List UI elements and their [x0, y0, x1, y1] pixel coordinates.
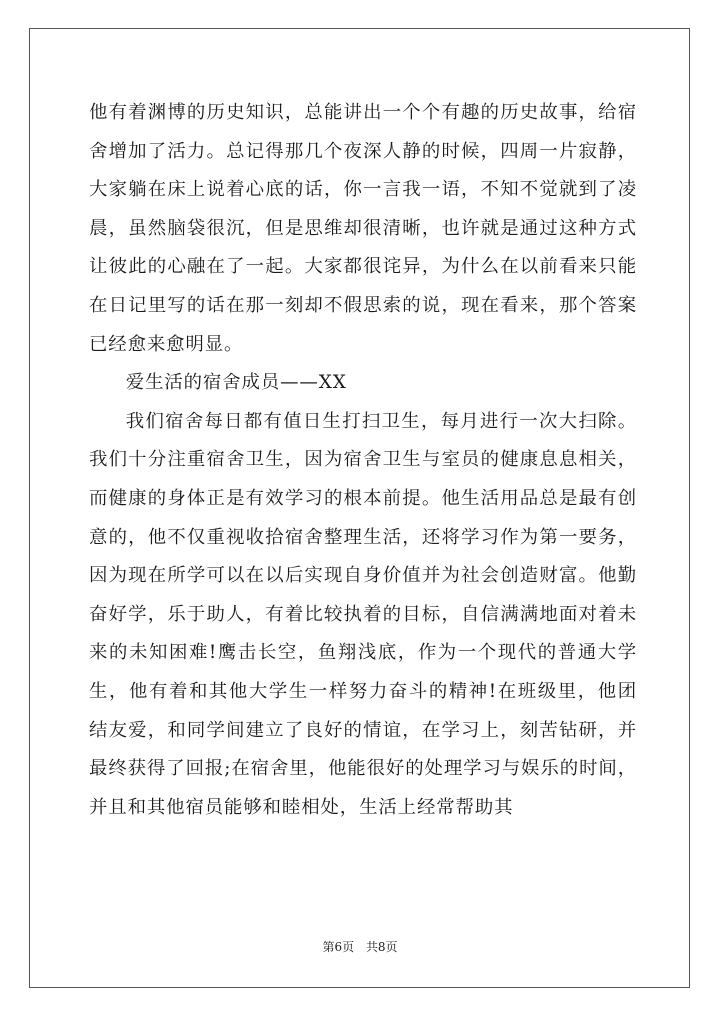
section-heading: 爱生活的宿舍成员——XX — [125, 372, 347, 394]
document-body — [89, 94, 637, 827]
paragraph-body: 我们宿舍每日都有值日生打扫卫生，每月进行一次大扫除。我们十分注重宿舍卫生，因为宿舍卫生与室员的健康息息相关，而健康的身体正是有效学习的根本前提。他生活用品总是最有创意的，他不仅重视收拾宿舍整理生活，还将学习作为第一要务，因为现在所学可以在以后实现自身价值并为社会创造财富。他勤奋好学，乐于助人，有着比较执着的目标，自信满满地面对着未来的未知困难!鹰击长空，鱼翔浅底，作为一个现代的普通大学生，他有着和其他大学生一样努力奋斗的精神!在班级里，他团结友爱，和同学间建立了良好的情谊，在学习上，刻苦钻研，并最终获得了回报;在宿舍里，他能很好的处理学习与娱乐的时间，并且和其他宿员能够和睦相处，生活上经常帮助其 — [89, 410, 637, 818]
paragraph-continuation: 他有着渊博的历史知识，总能讲出一个个有趣的历史故事，给宿舍增加了活力。总记得那几个夜深人静的时候，四周一片寂静，大家躺在床上说着心底的话，你一言我一语，不知不觉就到了凌晨，虽然脑袋很沉，但是思维却很清晰，也许就是通过这种方式让彼此的心融在了一起。大家都很诧异，为什么在以前看来只能在日记里写的话在那一刻却不假思索的说，现在看来，那个答案已经愈来愈明显。 — [89, 102, 637, 355]
page-footer — [0, 938, 720, 955]
page-total: 共8页 — [365, 940, 398, 954]
page-number: 第6页 — [322, 940, 355, 954]
